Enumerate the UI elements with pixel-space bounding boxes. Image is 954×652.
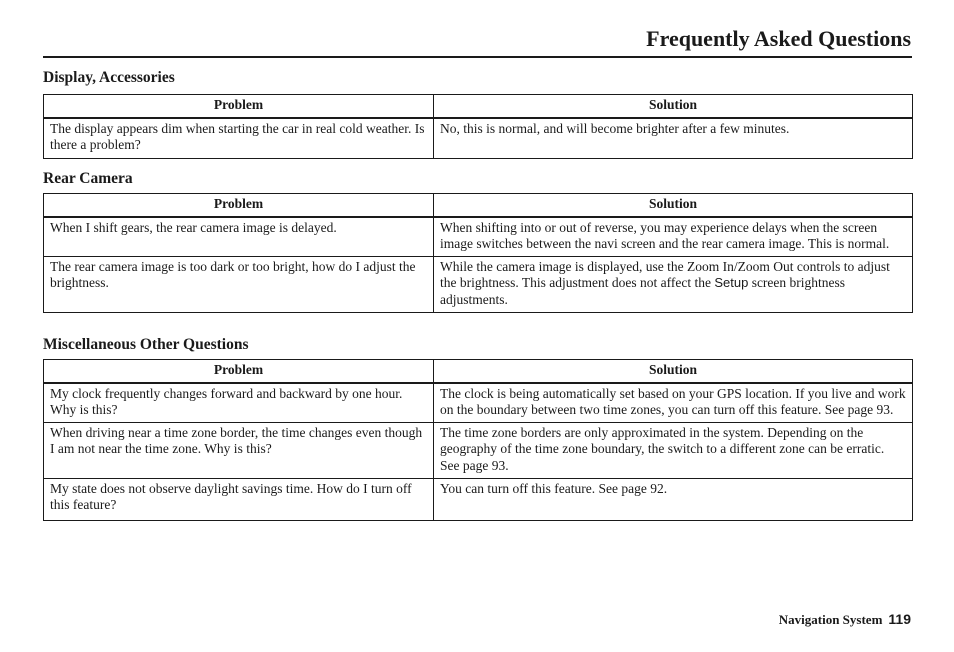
table-row bbox=[44, 256, 913, 312]
faq-table-misc-questions bbox=[43, 359, 913, 521]
solution-cell bbox=[434, 256, 913, 312]
table-row bbox=[44, 383, 913, 423]
problem-cell: My clock frequently changes forward and backward by one hour. Why is this? bbox=[44, 383, 434, 423]
problem-cell: The display appears dim when starting the car in real cold weather. Is there a problem? bbox=[44, 118, 434, 159]
solution-text: While the camera image is displayed, use the Zoom In/Zoom Out controls to adjust the brightness. This adjustment does not affect the bbox=[440, 258, 890, 291]
table-row bbox=[44, 118, 913, 159]
column-header-solution: Solution bbox=[434, 95, 913, 118]
faq-table-rear-camera bbox=[43, 193, 913, 313]
footer-label: Navigation System bbox=[778, 612, 883, 627]
table-row bbox=[44, 422, 913, 478]
table-row bbox=[44, 217, 913, 257]
problem-cell: The rear camera image is too dark or too bright, how do I adjust the brightness. bbox=[44, 256, 434, 312]
table-header-row bbox=[44, 360, 913, 383]
solution-cell: The clock is being automatically set based on your GPS location. If you live and work on the boundary between two time zones, you can turn off this feature. See page 93. bbox=[434, 383, 913, 423]
problem-cell: My state does not observe daylight savings time. How do I turn off this feature? bbox=[44, 478, 434, 520]
table-header-row bbox=[44, 95, 913, 118]
column-header-solution: Solution bbox=[434, 360, 913, 383]
problem-cell: When driving near a time zone border, the time changes even though I am not near the time zone. Why is this? bbox=[44, 422, 434, 478]
section-heading-misc-questions: Miscellaneous Other Questions bbox=[43, 336, 249, 353]
column-header-problem: Problem bbox=[44, 194, 434, 217]
page-number: 119 bbox=[888, 611, 911, 627]
solution-cell: When shifting into or out of reverse, you may experience delays when the screen image switches between the navi screen and the rear camera image. This is normal. bbox=[434, 217, 913, 257]
page-title: Frequently Asked Questions bbox=[646, 26, 911, 51]
table-row bbox=[44, 478, 913, 520]
solution-cell: You can turn off this feature. See page 92. bbox=[434, 478, 913, 520]
problem-cell: When I shift gears, the rear camera image is delayed. bbox=[44, 217, 434, 257]
solution-cell: The time zone borders are only approximated in the system. Depending on the geography of the time zone boundary, the switch to a different zone can be erratic. See page 93. bbox=[434, 422, 913, 478]
title-rule bbox=[43, 56, 912, 58]
section-heading-rear-camera: Rear Camera bbox=[43, 170, 133, 187]
setup-keyword: Setup bbox=[714, 275, 749, 291]
faq-table-display-accessories bbox=[43, 94, 913, 159]
column-header-solution: Solution bbox=[434, 194, 913, 217]
column-header-problem: Problem bbox=[44, 95, 434, 118]
solution-text: screen brightness adjustments. bbox=[440, 275, 846, 307]
table-header-row bbox=[44, 194, 913, 217]
solution-cell: No, this is normal, and will become brighter after a few minutes. bbox=[434, 118, 913, 159]
page-footer bbox=[779, 611, 911, 628]
section-heading-display-accessories: Display, Accessories bbox=[43, 69, 175, 86]
column-header-problem: Problem bbox=[44, 360, 434, 383]
